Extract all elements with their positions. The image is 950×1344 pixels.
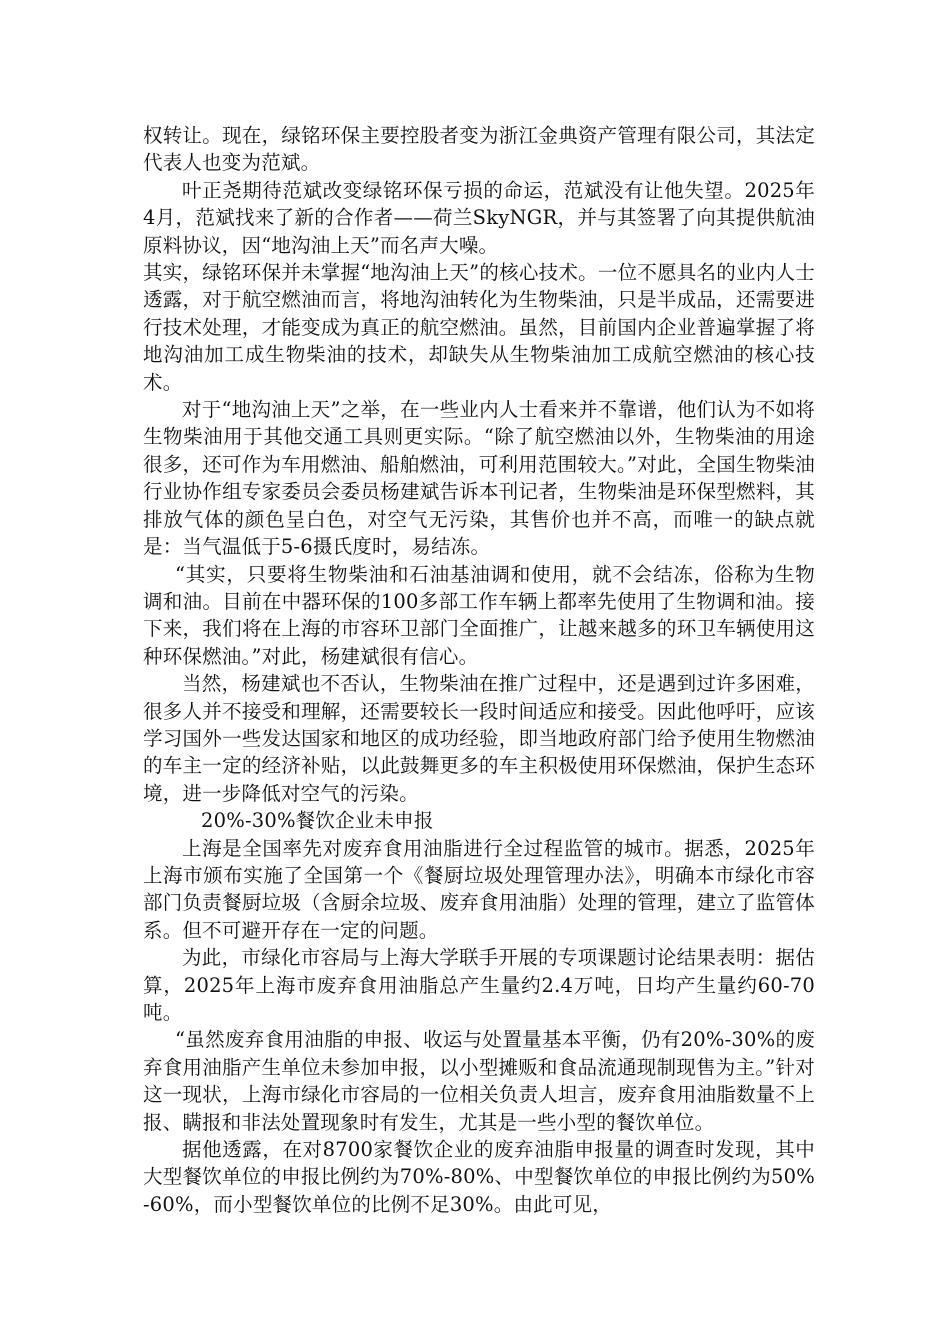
paragraph: 当然，杨建斌也不否认，生物柴油在推广过程中，还是遇到过许多困难，很多人并不接受和理解，还需要较长一段时间适应和接受。因此他呼吁，应该学习国外一些发达国家和地区的成功经验，即当地政府部门给予使用生物燃油的车主一定的经济补贴，以此鼓舞更多的车主积极使用环保燃油，保护生态环境，进一步降低对空气的污染。 bbox=[143, 672, 815, 805]
paragraph: 为此，市绿化市容局与上海大学联手开展的专项课题讨论结果表明：据估算，2025年上海市废弃食用油脂总产生量约2.4万吨，日均产生量约60-70吨。 bbox=[143, 946, 815, 1024]
paragraph: 上海是全国率先对废弃食用油脂进行全过程监管的城市。据悉，2025年上海市颁布实施了全国第一个《餐厨垃圾处理管理办法》，明确本市绿化市容部门负责餐厨垃圾（含厨余垃圾、废弃食用油脂）处理的管理，建立了监管体系。但不可避开存在一定的问题。 bbox=[143, 836, 815, 942]
paragraph: 对于“地沟油上天”之举，在一些业内人士看来并不靠谱，他们认为不如将生物柴油用于其他交通工具则更实际。“除了航空燃油以外，生物柴油的用途很多，还可作为车用燃油、船舶燃油，可利用范围较大。”对此，全国生物柴油行业协作组专家委员会委员杨建斌告诉本刊记者，生物柴油是环保型燃料，其排放气体的颜色呈白色，对空气无污染，其售价也并不高，而唯一的缺点就是：当气温低于5-6摄氏度时，易结冻。 bbox=[143, 398, 815, 559]
paragraph: “虽然废弃食用油脂的申报、收运与处置量基本平衡，仍有20%-30%的废弃食用油脂产生单位未参加申报，以小型摊贩和食品流通现制现售为主。”针对这一现状，上海市绿化市容局的一位相关负责人坦言，废弃食用油脂数量不上报、瞒报和非法处置现象时有发生，尤其是一些小型的餐饮单位。 bbox=[143, 1028, 815, 1134]
section-heading: 20%-30%餐饮企业未申报 bbox=[201, 809, 434, 833]
paragraph: 叶正尧期待范斌改变绿铭环保亏损的命运，范斌没有让他失望。2025年4月，范斌找来了新的合作者——荷兰SkyNGR，并与其签署了向其提供航油原料协议，因“地沟油上天”而名声大噪。 bbox=[143, 178, 815, 257]
paragraph: 权转让。现在，绿铭环保主要控股者变为浙江金典资产管理有限公司，其法定代表人也变为范斌。 bbox=[143, 124, 815, 175]
paragraph: 其实，绿铭环保并未掌握“地沟油上天”的核心技术。一位不愿具名的业内人士透露，对于航空燃油而言，将地沟油转化为生物柴油，只是半成品，还需要进行技术处理，才能变成为真正的航空燃油。虽然，目前国内企业普遍掌握了将地沟油加工成生物柴油的技术，却缺失从生物柴油加工成航空燃油的核心技术。 bbox=[143, 261, 815, 394]
paragraph: “其实，只要将生物柴油和石油基油调和使用，就不会结冻，俗称为生物调和油。目前在中器环保的100多部工作车辆上都率先使用了生物调和油。接下来，我们将在上海的市容环卫部门全面推广，让越来越多的环卫车辆使用这种环保燃油。”对此，杨建斌很有信心。 bbox=[143, 562, 815, 668]
paragraph: 据他透露，在对8700家餐饮企业的废弃油脂申报量的调查时发现，其中大型餐饮单位的申报比例约为70%-80%、中型餐饮单位的申报比例约为50%-60%，而小型餐饮单位的比例不足30%。由此可见， bbox=[143, 1138, 815, 1216]
document-body bbox=[143, 122, 815, 1218]
